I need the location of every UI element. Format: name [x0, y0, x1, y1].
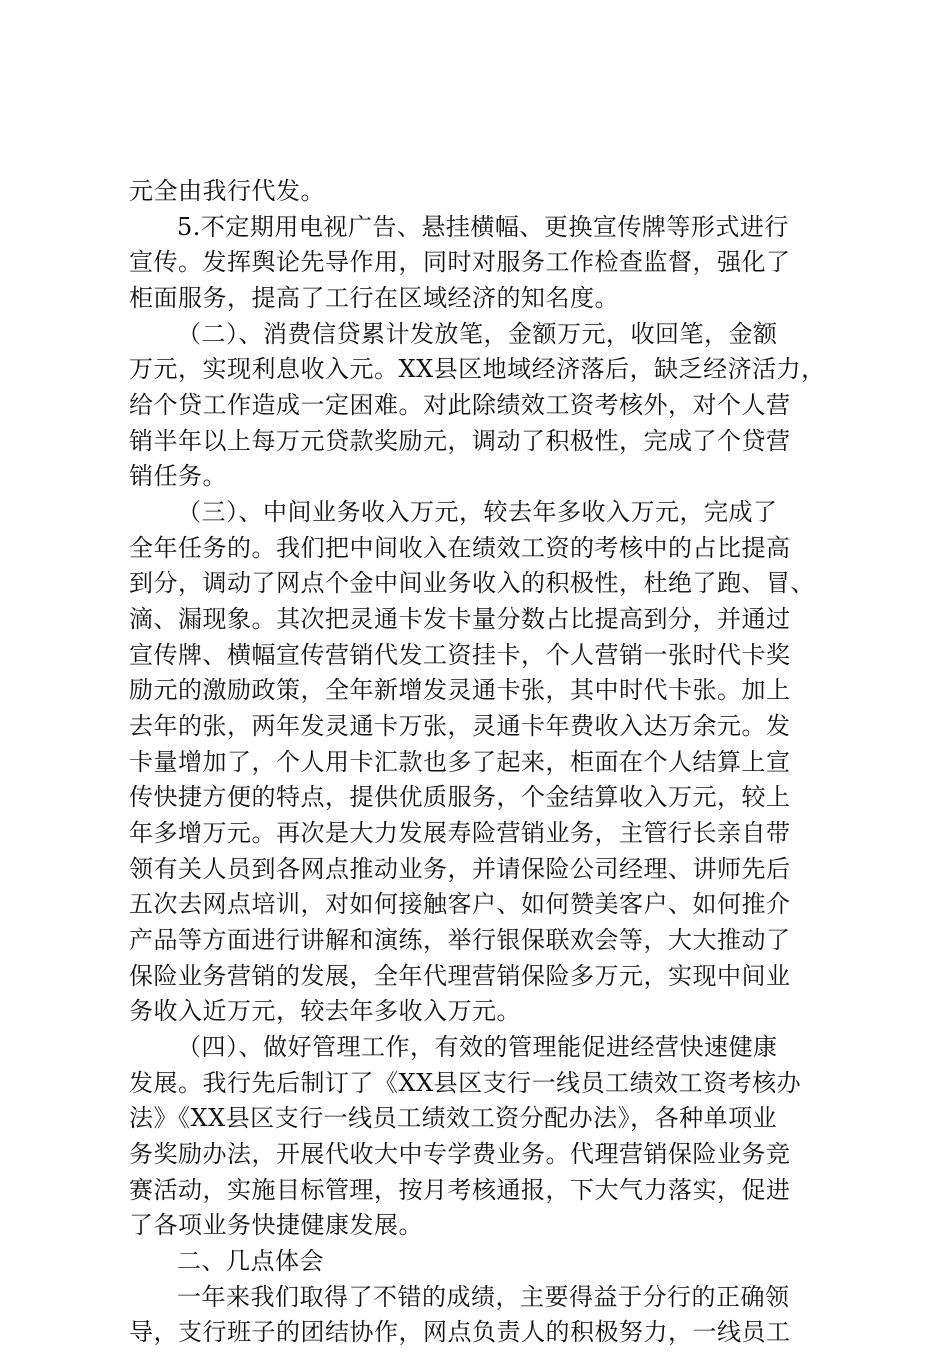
text-line: 保险业务营销的发展，全年代理营销保险多万元，实现中间业: [129, 962, 791, 990]
text-line: 传快捷方便的特点，提供优质服务，个金结算收入万元，较上: [129, 783, 791, 811]
section-heading: 二、几点体会: [177, 1247, 324, 1275]
text-line: 年多增万元。再次是大力发展寿险营销业务，主管行长亲自带: [129, 819, 791, 847]
text-line: 励元的激励政策，全年新增发灵通卡张，其中时代卡张。加上: [129, 676, 791, 704]
text-line: 销半年以上每万元贷款奖励元，调动了积极性，完成了个贷营: [129, 427, 791, 455]
text-line: 法》《XX县区支行一线员工绩效工资分配办法》，各种单项业: [129, 1104, 778, 1132]
text-line: 到分，调动了网点个金中间业务收入的积极性，杜绝了跑、冒、: [129, 569, 815, 597]
text-line: 5.不定期用电视广告、悬挂横幅、更换宣传牌等形式进行: [177, 213, 789, 241]
text-line: 了各项业务快捷健康发展。: [129, 1211, 423, 1239]
text-line: 元全由我行代发。: [129, 177, 325, 205]
text-line: 赛活动，实施目标管理，按月考核通报，下大气力落实，促进: [129, 1176, 791, 1204]
text-line: 万元，实现利息收入元。XX县区地域经济落后，缺乏经济活力，: [129, 355, 826, 383]
text-line: 领有关人员到各网点推动业务，并请保险公司经理、讲师先后: [129, 855, 791, 883]
text-line: 产品等方面进行讲解和演练，举行银保联欢会等，大大推动了: [129, 926, 791, 954]
text-line: （三）、中间业务收入万元，较去年多收入万元，完成了: [177, 498, 778, 526]
text-line: 宣传。发挥舆论先导作用，同时对服务工作检查监督，强化了: [129, 248, 791, 276]
text-line: 五次去网点培训，对如何接触客户、如何赞美客户、如何推介: [129, 890, 791, 918]
text-line: 柜面服务，提高了工行在区域经济的知名度。: [129, 284, 619, 312]
text-line: 全年任务的。我们把中间收入在绩效工资的考核中的占比提高: [129, 534, 791, 562]
text-line: 给个贷工作造成一定困难。对此除绩效工资考核外，对个人营: [129, 391, 791, 419]
text-line: 发展。我行先后制订了《XX县区支行一线员工绩效工资考核办: [129, 1069, 802, 1097]
text-line: 宣传牌、横幅宣传营销代发工资挂卡，个人营销一张时代卡奖: [129, 641, 791, 669]
text-line: 去年的张，两年发灵通卡万张，灵通卡年费收入达万余元。发: [129, 712, 791, 740]
text-line: 导，支行班子的团结协作，网点负责人的积极努力，一线员工: [129, 1318, 791, 1346]
text-line: （二）、消费信贷累计发放笔，金额万元，收回笔，金额: [177, 320, 778, 348]
text-line: 销任务。: [129, 462, 227, 490]
text-line: 务奖励办法，开展代收大中专学费业务。代理营销保险业务竞: [129, 1140, 791, 1168]
text-line: 滴、漏现象。其次把灵通卡发卡量分数占比提高到分，并通过: [129, 605, 791, 633]
text-line: 务收入近万元，较去年多收入万元。: [129, 997, 521, 1025]
text-line: 卡量增加了，个人用卡汇款也多了起来，柜面在个人结算上宣: [129, 748, 791, 776]
text-line: （四）、做好管理工作，有效的管理能促进经营快速健康: [177, 1033, 778, 1061]
text-line: 一年来我们取得了不错的成绩，主要得益于分行的正确领: [177, 1283, 790, 1311]
